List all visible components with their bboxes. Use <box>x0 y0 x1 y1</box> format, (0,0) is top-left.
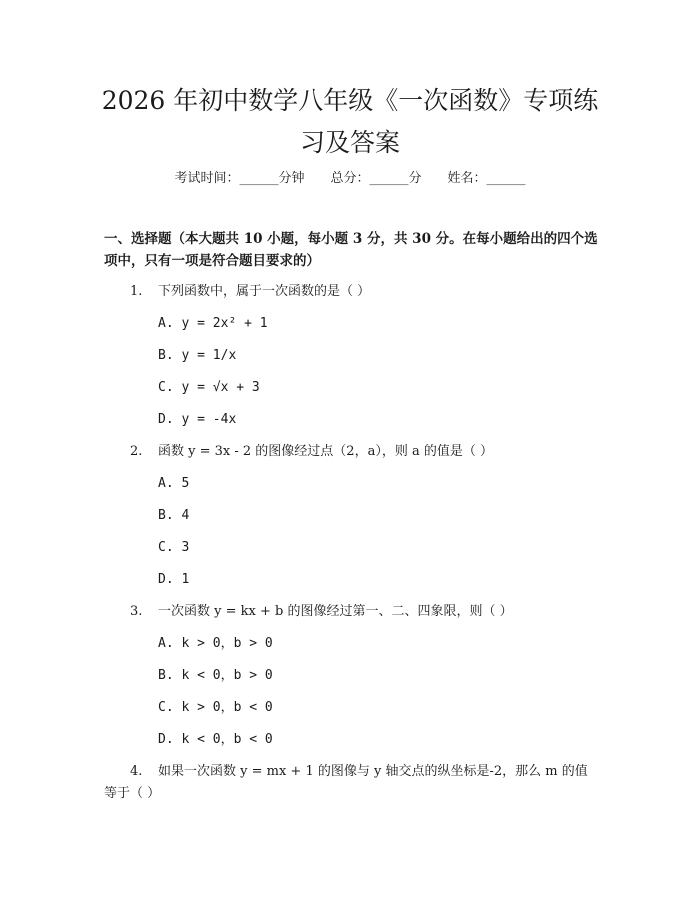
option-2c: C. 3 <box>158 540 190 555</box>
exam-meta <box>0 167 700 186</box>
option-3a: A. k > 0，b > 0 <box>158 636 273 651</box>
page-title <box>70 80 630 164</box>
option-1d: D. y = -4x <box>158 412 237 427</box>
option-2d: D. 1 <box>158 572 190 587</box>
question-text: 等于（ ） <box>104 786 161 801</box>
question-text: 下列函数中，属于一次函数的是（ ） <box>158 284 371 299</box>
option-1c: C. y = √x + 3 <box>158 380 260 395</box>
option-3b: B. k < 0，b > 0 <box>158 668 273 683</box>
question-number: 2. <box>130 444 143 459</box>
option-2b: B. 4 <box>158 508 190 523</box>
option-1a: A. y = 2x² + 1 <box>158 316 268 331</box>
question-text: 函数 y = 3x - 2 的图像经过点（2，a），则 a 的值是（ ） <box>158 444 493 459</box>
exam-time: 考试时间：______分钟 <box>174 171 305 186</box>
question-text: 如果一次函数 y = mx + 1 的图像与 y 轴交点的纵坐标是-2，那么 m 的值 <box>158 764 588 779</box>
section-heading: 一、选择题（本大题共 10 小题，每小题 3 分，共 30 分。在每小题给出的四个选项中，只有一项是符合题目要求的） <box>104 231 598 269</box>
total-score: 总分：______分 <box>330 171 422 186</box>
student-name: 姓名：______ <box>447 171 526 186</box>
option-1b: B. y = 1/x <box>158 348 237 363</box>
question-number: 3. <box>130 604 143 619</box>
question-text: 一次函数 y = kx + b 的图像经过第一、二、四象限，则（ ） <box>158 604 513 619</box>
option-3d: D. k < 0，b < 0 <box>158 732 273 747</box>
option-2a: A. 5 <box>158 476 190 491</box>
title-line-1: 2026 年初中数学八年级《一次函数》专项练 <box>101 86 599 115</box>
question-4-continued <box>104 783 160 805</box>
question-number: 4. <box>130 764 143 779</box>
question-number: 1. <box>130 284 143 299</box>
option-3c: C. k > 0，b < 0 <box>158 700 273 715</box>
title-line-2: 习及答案 <box>299 128 400 157</box>
